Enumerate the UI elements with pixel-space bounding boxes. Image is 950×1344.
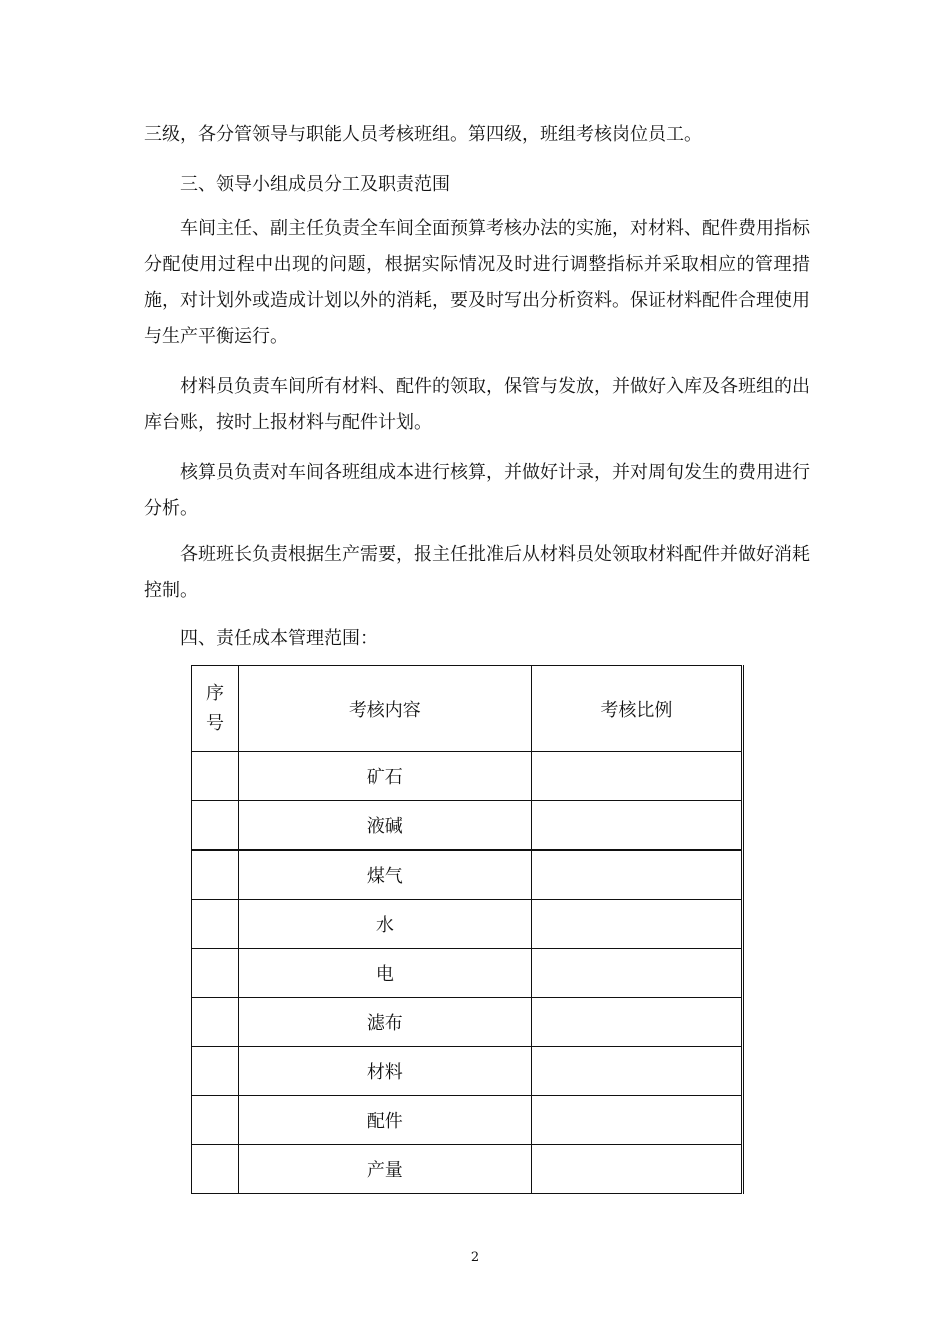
cell-content: 液碱: [238, 801, 531, 851]
cell-ratio: [531, 949, 742, 998]
table-row: [192, 998, 743, 1047]
table-row: [192, 1047, 743, 1096]
cell-seq: [192, 850, 239, 900]
header-seq-line1: 序: [205, 682, 224, 704]
cell-ratio: [531, 998, 742, 1047]
paragraph-level-three-four: 三级，各分管领导与职能人员考核班组。第四级，班组考核岗位员工。: [144, 124, 702, 145]
table-row: [192, 1145, 743, 1194]
cell-seq: [192, 801, 239, 851]
cell-seq: [192, 998, 239, 1047]
cell-seq: [192, 752, 239, 801]
paragraph-director-duties: 车间主任、副主任负责全车间全面预算考核办法的实施，对材料、配件费用指标分配使用过程中出现的问题，根据实际情况及时进行调整指标并采取相应的管理措施，对计划外或造成计划以外的消耗，要及时写出分析资料。保证材料配件合理使用与生产平衡运行。: [144, 218, 810, 347]
header-content: 考核内容: [238, 666, 531, 752]
header-seq: [192, 666, 239, 752]
cell-seq: [192, 1145, 239, 1194]
table-row: [192, 900, 743, 949]
cell-ratio: [531, 752, 742, 801]
cell-seq: [192, 949, 239, 998]
section-heading-three: 三、领导小组成员分工及职责范围: [180, 174, 450, 195]
cell-content: 配件: [238, 1096, 531, 1145]
table-header-row: [192, 666, 743, 752]
page-number: 2: [470, 1250, 480, 1265]
cell-ratio: [531, 900, 742, 949]
cell-content: 矿石: [238, 752, 531, 801]
table-row: [192, 949, 743, 998]
cost-scope-table: [191, 665, 744, 1194]
paragraph-team-leader-duties: 各班班长负责根据生产需要，报主任批准后从材料员处领取材料配件并做好消耗控制。: [144, 544, 810, 601]
table-row: [192, 1096, 743, 1145]
cell-content: 滤布: [238, 998, 531, 1047]
cell-content: 材料: [238, 1047, 531, 1096]
cell-seq: [192, 1047, 239, 1096]
cell-content: 水: [238, 900, 531, 949]
cell-ratio: [531, 1096, 742, 1145]
section-heading-four: 四、责任成本管理范围：: [180, 628, 378, 649]
paragraph-accountant-duties: 核算员负责对车间各班组成本进行核算，并做好计录，并对周旬发生的费用进行分析。: [144, 462, 810, 519]
cell-ratio: [531, 850, 742, 900]
cell-ratio: [531, 1145, 742, 1194]
table-row: [192, 801, 743, 851]
cell-ratio: [531, 801, 742, 851]
header-ratio: 考核比例: [531, 666, 742, 752]
cell-seq: [192, 900, 239, 949]
table-row: [192, 752, 743, 801]
table-row: [192, 850, 743, 900]
cell-ratio: [531, 1047, 742, 1096]
cell-content: 产量: [238, 1145, 531, 1194]
cell-content: 电: [238, 949, 531, 998]
header-seq-line2: 号: [205, 712, 224, 734]
cell-content: 煤气: [238, 850, 531, 900]
paragraph-material-clerk-duties: 材料员负责车间所有材料、配件的领取，保管与发放，并做好入库及各班组的出库台账，按时上报材料与配件计划。: [144, 376, 810, 433]
cell-seq: [192, 1096, 239, 1145]
